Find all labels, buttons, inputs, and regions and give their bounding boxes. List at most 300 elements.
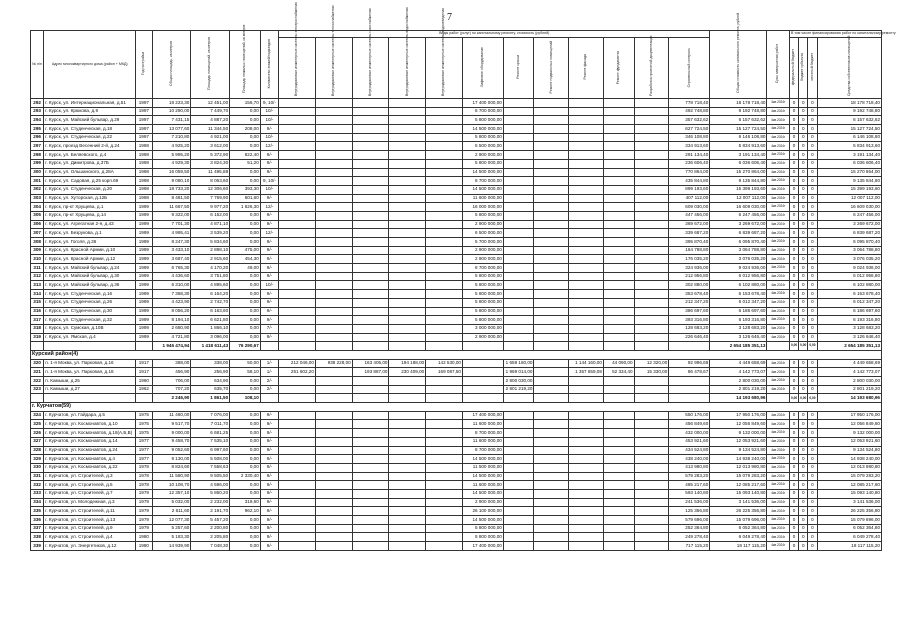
empty-cell bbox=[352, 411, 389, 420]
row-reg: 0 bbox=[799, 159, 808, 168]
row-area-total: 13 077,60 bbox=[152, 125, 191, 134]
row-number: 294 bbox=[31, 116, 44, 125]
empty-cell bbox=[503, 290, 534, 299]
empty-cell bbox=[352, 264, 389, 273]
row-area-living: 4 921,00 bbox=[191, 133, 230, 142]
row-reg: 0 bbox=[799, 203, 808, 212]
empty-cell bbox=[315, 159, 352, 168]
empty-cell bbox=[569, 246, 604, 255]
row-address: г. Курск, ул. Студенческая, д.30 bbox=[44, 307, 136, 316]
row-floors: 9/- bbox=[260, 516, 278, 525]
empty-cell bbox=[352, 220, 389, 229]
empty-cell bbox=[279, 342, 316, 351]
row-cost: 16 609 030,00 bbox=[710, 203, 767, 212]
row-area-living: 7 076,00 bbox=[191, 411, 230, 420]
row-fed: 0 bbox=[789, 507, 798, 516]
empty-cell bbox=[315, 324, 352, 333]
row-mun: 0 bbox=[808, 481, 817, 490]
empty-cell bbox=[426, 290, 463, 299]
row-term: 4кв.2024г bbox=[767, 516, 789, 525]
empty-cell bbox=[315, 524, 352, 533]
empty-cell bbox=[503, 246, 534, 255]
row-address: г. Курск, пр-кт Хрущева, д.14 bbox=[44, 211, 136, 220]
row-address: г. Курск, ул. Майский бульвар, д.29 bbox=[44, 116, 136, 125]
row-fed: 0 bbox=[789, 272, 798, 281]
row-area-living: 7 011,70 bbox=[191, 420, 230, 429]
empty-cell bbox=[279, 107, 316, 116]
empty-cell bbox=[569, 324, 604, 333]
row-number: 317 bbox=[31, 316, 44, 325]
row-mun: 0 bbox=[808, 211, 817, 220]
table-row bbox=[31, 333, 882, 342]
empty-cell bbox=[569, 194, 604, 203]
row-lift: 11 500 000,00 bbox=[462, 463, 503, 472]
row-floors: 2/- bbox=[260, 377, 278, 386]
row-lift: 2 900 000,00 bbox=[462, 255, 503, 264]
row-term: 4кв.2024г bbox=[767, 107, 789, 116]
empty-cell bbox=[569, 316, 604, 325]
empty-cell bbox=[569, 238, 604, 247]
empty-cell bbox=[352, 507, 389, 516]
empty-cell bbox=[503, 185, 534, 194]
row-year: 1998 bbox=[136, 168, 152, 177]
empty-cell bbox=[634, 107, 669, 116]
empty-cell bbox=[426, 316, 463, 325]
table-row bbox=[31, 307, 882, 316]
row-year: 1917 bbox=[136, 359, 152, 368]
row-area-nonliving: 0,00 bbox=[230, 133, 261, 142]
row-area-total: 11 667,50 bbox=[152, 203, 191, 212]
table-row bbox=[31, 411, 882, 420]
empty-cell bbox=[352, 429, 389, 438]
row-lift: 8 700 000,00 bbox=[462, 264, 503, 273]
empty-cell bbox=[569, 229, 604, 238]
row-address: г. Курск, ул. Студенческая, д.22 bbox=[44, 133, 136, 142]
row-mun: 0 bbox=[808, 307, 817, 316]
empty-cell bbox=[503, 142, 534, 151]
row-year: 1977 bbox=[136, 437, 152, 446]
empty-cell bbox=[569, 220, 604, 229]
empty-cell bbox=[389, 507, 426, 516]
row-number: 315 bbox=[31, 298, 44, 307]
row-fed: 0 bbox=[789, 133, 798, 142]
row-cost: 6 247 456,00 bbox=[710, 211, 767, 220]
row-year: 1977 bbox=[136, 446, 152, 455]
row-area-total: 4 925,20 bbox=[152, 142, 191, 151]
empty-cell bbox=[534, 177, 569, 186]
header-groups-row bbox=[31, 31, 882, 38]
row-control: 579 696,00 bbox=[669, 516, 710, 525]
row-owners: 9 134 524,80 bbox=[817, 446, 882, 455]
empty-cell bbox=[31, 394, 44, 403]
row-area-total: 10 108,70 bbox=[152, 481, 191, 490]
row-address: г. Курск, ул. Студенческая, д.18 bbox=[44, 125, 136, 134]
empty-cell bbox=[534, 524, 569, 533]
row-floors: 9/- bbox=[260, 168, 278, 177]
row-term: 4кв.2024г bbox=[767, 168, 789, 177]
row-sewer bbox=[426, 377, 463, 386]
empty-cell bbox=[279, 133, 316, 142]
col-facade: Ремонт фасада bbox=[569, 38, 604, 99]
table-row bbox=[31, 203, 882, 212]
row-address: п. Камыши, д.27 bbox=[44, 385, 136, 394]
empty-cell bbox=[279, 125, 316, 134]
col-year: Год постройки bbox=[136, 31, 152, 99]
row-area-total: 707,20 bbox=[152, 385, 191, 394]
row-term: 4кв.2024г bbox=[767, 524, 789, 533]
row-owners: 3 126 646,40 bbox=[817, 333, 882, 342]
empty-cell bbox=[634, 151, 669, 160]
row-area-total: 7 701,30 bbox=[152, 220, 191, 229]
row-cost: 9 134 524,80 bbox=[710, 446, 767, 455]
row-term: 4кв.2024г bbox=[767, 203, 789, 212]
row-area-living: 2 191,70 bbox=[191, 507, 230, 516]
empty-cell bbox=[603, 524, 634, 533]
empty-cell bbox=[389, 125, 426, 134]
empty-cell bbox=[503, 211, 534, 220]
row-lift: 5 800 000,00 bbox=[462, 533, 503, 542]
empty-cell bbox=[569, 159, 604, 168]
row-gas bbox=[352, 377, 389, 386]
col-floors: Количество этажей/подъездов bbox=[260, 31, 278, 99]
row-address: г. Курск, ул. Агрегатная 2-я, д.43 bbox=[44, 220, 136, 229]
row-area-nonliving: 0,00 bbox=[230, 107, 261, 116]
empty-cell bbox=[534, 238, 569, 247]
empty-cell bbox=[315, 229, 352, 238]
row-cost: 18 178 718,40 bbox=[710, 99, 767, 108]
empty-cell bbox=[603, 516, 634, 525]
empty-cell bbox=[569, 142, 604, 151]
row-control: 302 880,00 bbox=[669, 281, 710, 290]
empty-cell bbox=[534, 429, 569, 438]
empty-cell bbox=[389, 151, 426, 160]
row-number: 314 bbox=[31, 290, 44, 299]
row-area-nonliving: 822,40 bbox=[230, 151, 261, 160]
row-floors: 9/- bbox=[260, 463, 278, 472]
row-roof: 2 801 219,20 bbox=[503, 385, 534, 394]
empty-cell bbox=[389, 99, 426, 108]
row-term: 4кв.2024г bbox=[767, 507, 789, 516]
empty-cell bbox=[315, 316, 352, 325]
table-row bbox=[31, 377, 882, 386]
empty-cell bbox=[603, 133, 634, 142]
row-facade bbox=[569, 385, 604, 394]
row-area-living: 12 451,00 bbox=[191, 99, 230, 108]
empty-cell bbox=[503, 272, 534, 281]
row-mun: 0 bbox=[808, 507, 817, 516]
row-fed: 0 bbox=[789, 194, 798, 203]
empty-cell bbox=[426, 151, 463, 160]
empty-cell bbox=[603, 455, 634, 464]
table-row bbox=[31, 125, 882, 134]
row-area-total: 5 995,20 bbox=[152, 151, 191, 160]
row-floors: 10/- bbox=[260, 107, 278, 116]
empty-cell bbox=[352, 185, 389, 194]
table-row bbox=[31, 298, 882, 307]
empty-cell bbox=[603, 507, 634, 516]
row-area-total: 9 458,70 bbox=[152, 437, 191, 446]
empty-cell bbox=[462, 359, 503, 368]
row-year: 1979 bbox=[136, 524, 152, 533]
empty-cell bbox=[569, 272, 604, 281]
empty-cell bbox=[534, 133, 569, 142]
empty-cell bbox=[279, 272, 316, 281]
empty-cell bbox=[279, 411, 316, 420]
empty-cell bbox=[569, 429, 604, 438]
row-fed: 0 bbox=[789, 429, 798, 438]
row-area-living: 634,90 bbox=[191, 377, 230, 386]
row-area-nonliving: 0,00 bbox=[230, 116, 261, 125]
row-cost: 12 013 980,80 bbox=[710, 463, 767, 472]
empty-cell bbox=[603, 107, 634, 116]
row-year: 1979 bbox=[136, 516, 152, 525]
empty-cell bbox=[634, 194, 669, 203]
row-lift: 5 800 000,00 bbox=[462, 524, 503, 533]
row-area-nonliving: 0,00 bbox=[230, 420, 261, 429]
empty-cell bbox=[426, 194, 463, 203]
empty-cell bbox=[534, 142, 569, 151]
empty-cell bbox=[603, 220, 634, 229]
row-lift: 26 100 000,00 bbox=[462, 507, 503, 516]
row-number: 298 bbox=[31, 151, 44, 160]
empty-cell bbox=[352, 142, 389, 151]
empty-cell bbox=[426, 229, 463, 238]
row-mun: 0 bbox=[808, 524, 817, 533]
row-owners: 6 095 870,40 bbox=[817, 238, 882, 247]
row-floors: 9/- bbox=[260, 481, 278, 490]
empty-cell bbox=[279, 324, 316, 333]
empty-cell bbox=[534, 481, 569, 490]
empty-cell bbox=[569, 533, 604, 542]
row-area-total: 4 929,30 bbox=[152, 159, 191, 168]
row-fed: 0 bbox=[789, 246, 798, 255]
row-cost: 6 153 678,40 bbox=[710, 290, 767, 299]
row-number: 330 bbox=[31, 463, 44, 472]
row-control: 324 936,00 bbox=[669, 264, 710, 273]
row-mun: 0 bbox=[808, 116, 817, 125]
empty-cell bbox=[603, 498, 634, 507]
empty-cell bbox=[603, 429, 634, 438]
row-address: г. Курчатов, ул. Космонавтов, д.10 bbox=[44, 420, 136, 429]
col-electric: Внутридомовые инженерные системы электроснабжения bbox=[279, 38, 316, 99]
table-row bbox=[31, 159, 882, 168]
row-area-nonliving: 0,00 bbox=[230, 290, 261, 299]
row-area-total: 7 368,30 bbox=[152, 290, 191, 299]
empty-cell bbox=[569, 281, 604, 290]
empty-cell bbox=[534, 264, 569, 273]
row-cost: 15 127 724,50 bbox=[710, 125, 767, 134]
row-control: 212 347,20 bbox=[669, 298, 710, 307]
empty-cell bbox=[352, 533, 389, 542]
empty-cell bbox=[315, 151, 352, 160]
row-cost: 15 093 140,80 bbox=[710, 489, 767, 498]
row-mun: 0 bbox=[808, 264, 817, 273]
row-address: г. Курск, ул. Гоголя, д.36 bbox=[44, 238, 136, 247]
row-year: 1999 bbox=[136, 220, 152, 229]
col-design: Разработка проектной документации bbox=[634, 38, 669, 99]
empty-cell bbox=[279, 246, 316, 255]
empty-cell bbox=[315, 498, 352, 507]
row-area-living: 5 372,90 bbox=[191, 151, 230, 160]
table-row bbox=[31, 185, 882, 194]
row-area-nonliving: 393,30 bbox=[230, 185, 261, 194]
row-owners: 12 013 980,80 bbox=[817, 463, 882, 472]
row-term: 4кв.2024г bbox=[767, 446, 789, 455]
empty-cell bbox=[634, 333, 669, 342]
empty-cell bbox=[389, 168, 426, 177]
empty-cell bbox=[352, 298, 389, 307]
empty-cell bbox=[389, 298, 426, 307]
row-cost: 12 056 849,60 bbox=[710, 420, 767, 429]
row-lift: 5 800 000,00 bbox=[462, 116, 503, 125]
row-floors: 10/- bbox=[260, 185, 278, 194]
row-term: 4кв.2024г bbox=[767, 455, 789, 464]
empty-cell bbox=[503, 429, 534, 438]
row-fed: 0 bbox=[789, 455, 798, 464]
row-owners: 6 102 880,00 bbox=[817, 281, 882, 290]
row-address: г. Курчатов, ул. Космонавтов, д.24 bbox=[44, 446, 136, 455]
row-floors: 2/- bbox=[260, 385, 278, 394]
row-year: 1999 bbox=[136, 246, 152, 255]
row-area-living: 338,00 bbox=[191, 359, 230, 368]
empty-cell bbox=[503, 516, 534, 525]
row-address: г. Курск, ул. Красной Армии, д.10 bbox=[44, 246, 136, 255]
row-reg: 0 bbox=[799, 125, 808, 134]
row-year: 1999 bbox=[136, 229, 152, 238]
row-fed: 0 bbox=[789, 533, 798, 542]
empty-cell bbox=[603, 246, 634, 255]
row-roof: 2 800 030,00 bbox=[503, 377, 534, 386]
row-owners: 26 225 356,80 bbox=[817, 507, 882, 516]
row-mun: 0 bbox=[808, 359, 817, 368]
col-cost: Общая стоимость капитального ремонта, рублей bbox=[710, 31, 767, 99]
empty-cell bbox=[315, 429, 352, 438]
row-owners: 15 079 696,00 bbox=[817, 516, 882, 525]
row-year: 1999 bbox=[136, 316, 152, 325]
table-row bbox=[31, 472, 882, 481]
empty-cell bbox=[569, 290, 604, 299]
empty-cell bbox=[503, 472, 534, 481]
empty-cell bbox=[352, 229, 389, 238]
empty-cell bbox=[534, 420, 569, 429]
row-year: 1917 bbox=[136, 368, 152, 377]
empty-cell bbox=[503, 159, 534, 168]
row-cost: 4 449 658,69 bbox=[710, 359, 767, 368]
row-heat bbox=[315, 385, 352, 394]
row-area-living: 5 860,20 bbox=[191, 489, 230, 498]
empty-cell bbox=[426, 333, 463, 342]
row-mun: 0 bbox=[808, 194, 817, 203]
row-address: п. Камыши, д.25 bbox=[44, 377, 136, 386]
empty-cell bbox=[426, 542, 463, 551]
empty-cell bbox=[279, 307, 316, 316]
row-number: 304 bbox=[31, 203, 44, 212]
row-area-nonliving: 51,20 bbox=[230, 159, 261, 168]
empty-cell bbox=[389, 255, 426, 264]
row-owners: 15 093 140,80 bbox=[817, 489, 882, 498]
row-area-living: 8 063,60 bbox=[191, 177, 230, 186]
table-row bbox=[31, 255, 882, 264]
row-roof: 1 969 014,00 bbox=[503, 368, 534, 377]
col-basement: Ремонт подвальных помещений bbox=[534, 38, 569, 99]
empty-cell bbox=[503, 324, 534, 333]
row-area-nonliving: 0,00 bbox=[230, 229, 261, 238]
row-area-nonliving: 0,00 bbox=[230, 333, 261, 342]
empty-cell bbox=[603, 203, 634, 212]
table-row bbox=[31, 385, 882, 394]
row-area-nonliving: 58,10 bbox=[230, 368, 261, 377]
row-area-total: 4 721,80 bbox=[152, 333, 191, 342]
empty-cell bbox=[503, 307, 534, 316]
row-sewer bbox=[426, 385, 463, 394]
empty-cell bbox=[569, 307, 604, 316]
empty-cell bbox=[389, 481, 426, 490]
table-row bbox=[31, 481, 882, 490]
row-fed: 0 bbox=[789, 159, 798, 168]
row-mun: 0 bbox=[808, 542, 817, 551]
row-address: г. Курчатов, ул. Строителей, д.7 bbox=[44, 489, 136, 498]
row-mun: 0 bbox=[808, 168, 817, 177]
row-cost: 3 269 672,00 bbox=[710, 220, 767, 229]
empty-cell bbox=[352, 246, 389, 255]
row-mun: 0 bbox=[808, 324, 817, 333]
col-foundation: Ремонт фундамента bbox=[603, 38, 634, 99]
empty-cell bbox=[603, 290, 634, 299]
empty-cell bbox=[534, 116, 569, 125]
table-row bbox=[31, 281, 882, 290]
empty-cell bbox=[315, 281, 352, 290]
row-owners: 4 449 658,69 bbox=[817, 359, 882, 368]
empty-cell bbox=[426, 324, 463, 333]
row-owners: 6 146 108,80 bbox=[817, 133, 882, 142]
row-area-nonliving: 0,00 bbox=[230, 524, 261, 533]
row-area-total: 11 580,90 bbox=[152, 472, 191, 481]
empty-cell bbox=[279, 116, 316, 125]
row-address: г. Курск, ул. Студенческая, д.32 bbox=[44, 316, 136, 325]
row-water bbox=[389, 377, 426, 386]
row-address: г. Курск, ул. Студенческая, д.16 bbox=[44, 290, 136, 299]
row-term: 4кв.2024г bbox=[767, 185, 789, 194]
row-term: 4кв.2024г bbox=[767, 255, 789, 264]
table-row bbox=[31, 133, 882, 142]
row-control bbox=[669, 385, 710, 394]
empty-cell bbox=[462, 385, 503, 394]
row-control: 226 646,40 bbox=[669, 333, 710, 342]
empty-cell bbox=[426, 177, 463, 186]
empty-cell bbox=[534, 194, 569, 203]
row-lift: 5 800 000,00 bbox=[462, 290, 503, 299]
row-area-nonliving: 49,00 bbox=[230, 264, 261, 273]
empty-cell bbox=[669, 394, 710, 403]
row-term: 4кв.2024г bbox=[767, 220, 789, 229]
table-row bbox=[31, 324, 882, 333]
table-row bbox=[31, 316, 882, 325]
empty-cell bbox=[569, 333, 604, 342]
row-owners: 14 938 240,00 bbox=[817, 455, 882, 464]
empty-cell bbox=[389, 307, 426, 316]
empty-cell bbox=[503, 168, 534, 177]
row-term: 4кв.2024г bbox=[767, 368, 789, 377]
empty-cell bbox=[634, 168, 669, 177]
empty-cell bbox=[534, 333, 569, 342]
row-owners: 3 076 035,20 bbox=[817, 255, 882, 264]
table-row bbox=[31, 211, 882, 220]
row-number: 334 bbox=[31, 498, 44, 507]
table-body bbox=[31, 99, 882, 551]
empty-cell bbox=[279, 507, 316, 516]
row-owners: 6 193 316,80 bbox=[817, 316, 882, 325]
row-term: 4кв.2024г bbox=[767, 142, 789, 151]
